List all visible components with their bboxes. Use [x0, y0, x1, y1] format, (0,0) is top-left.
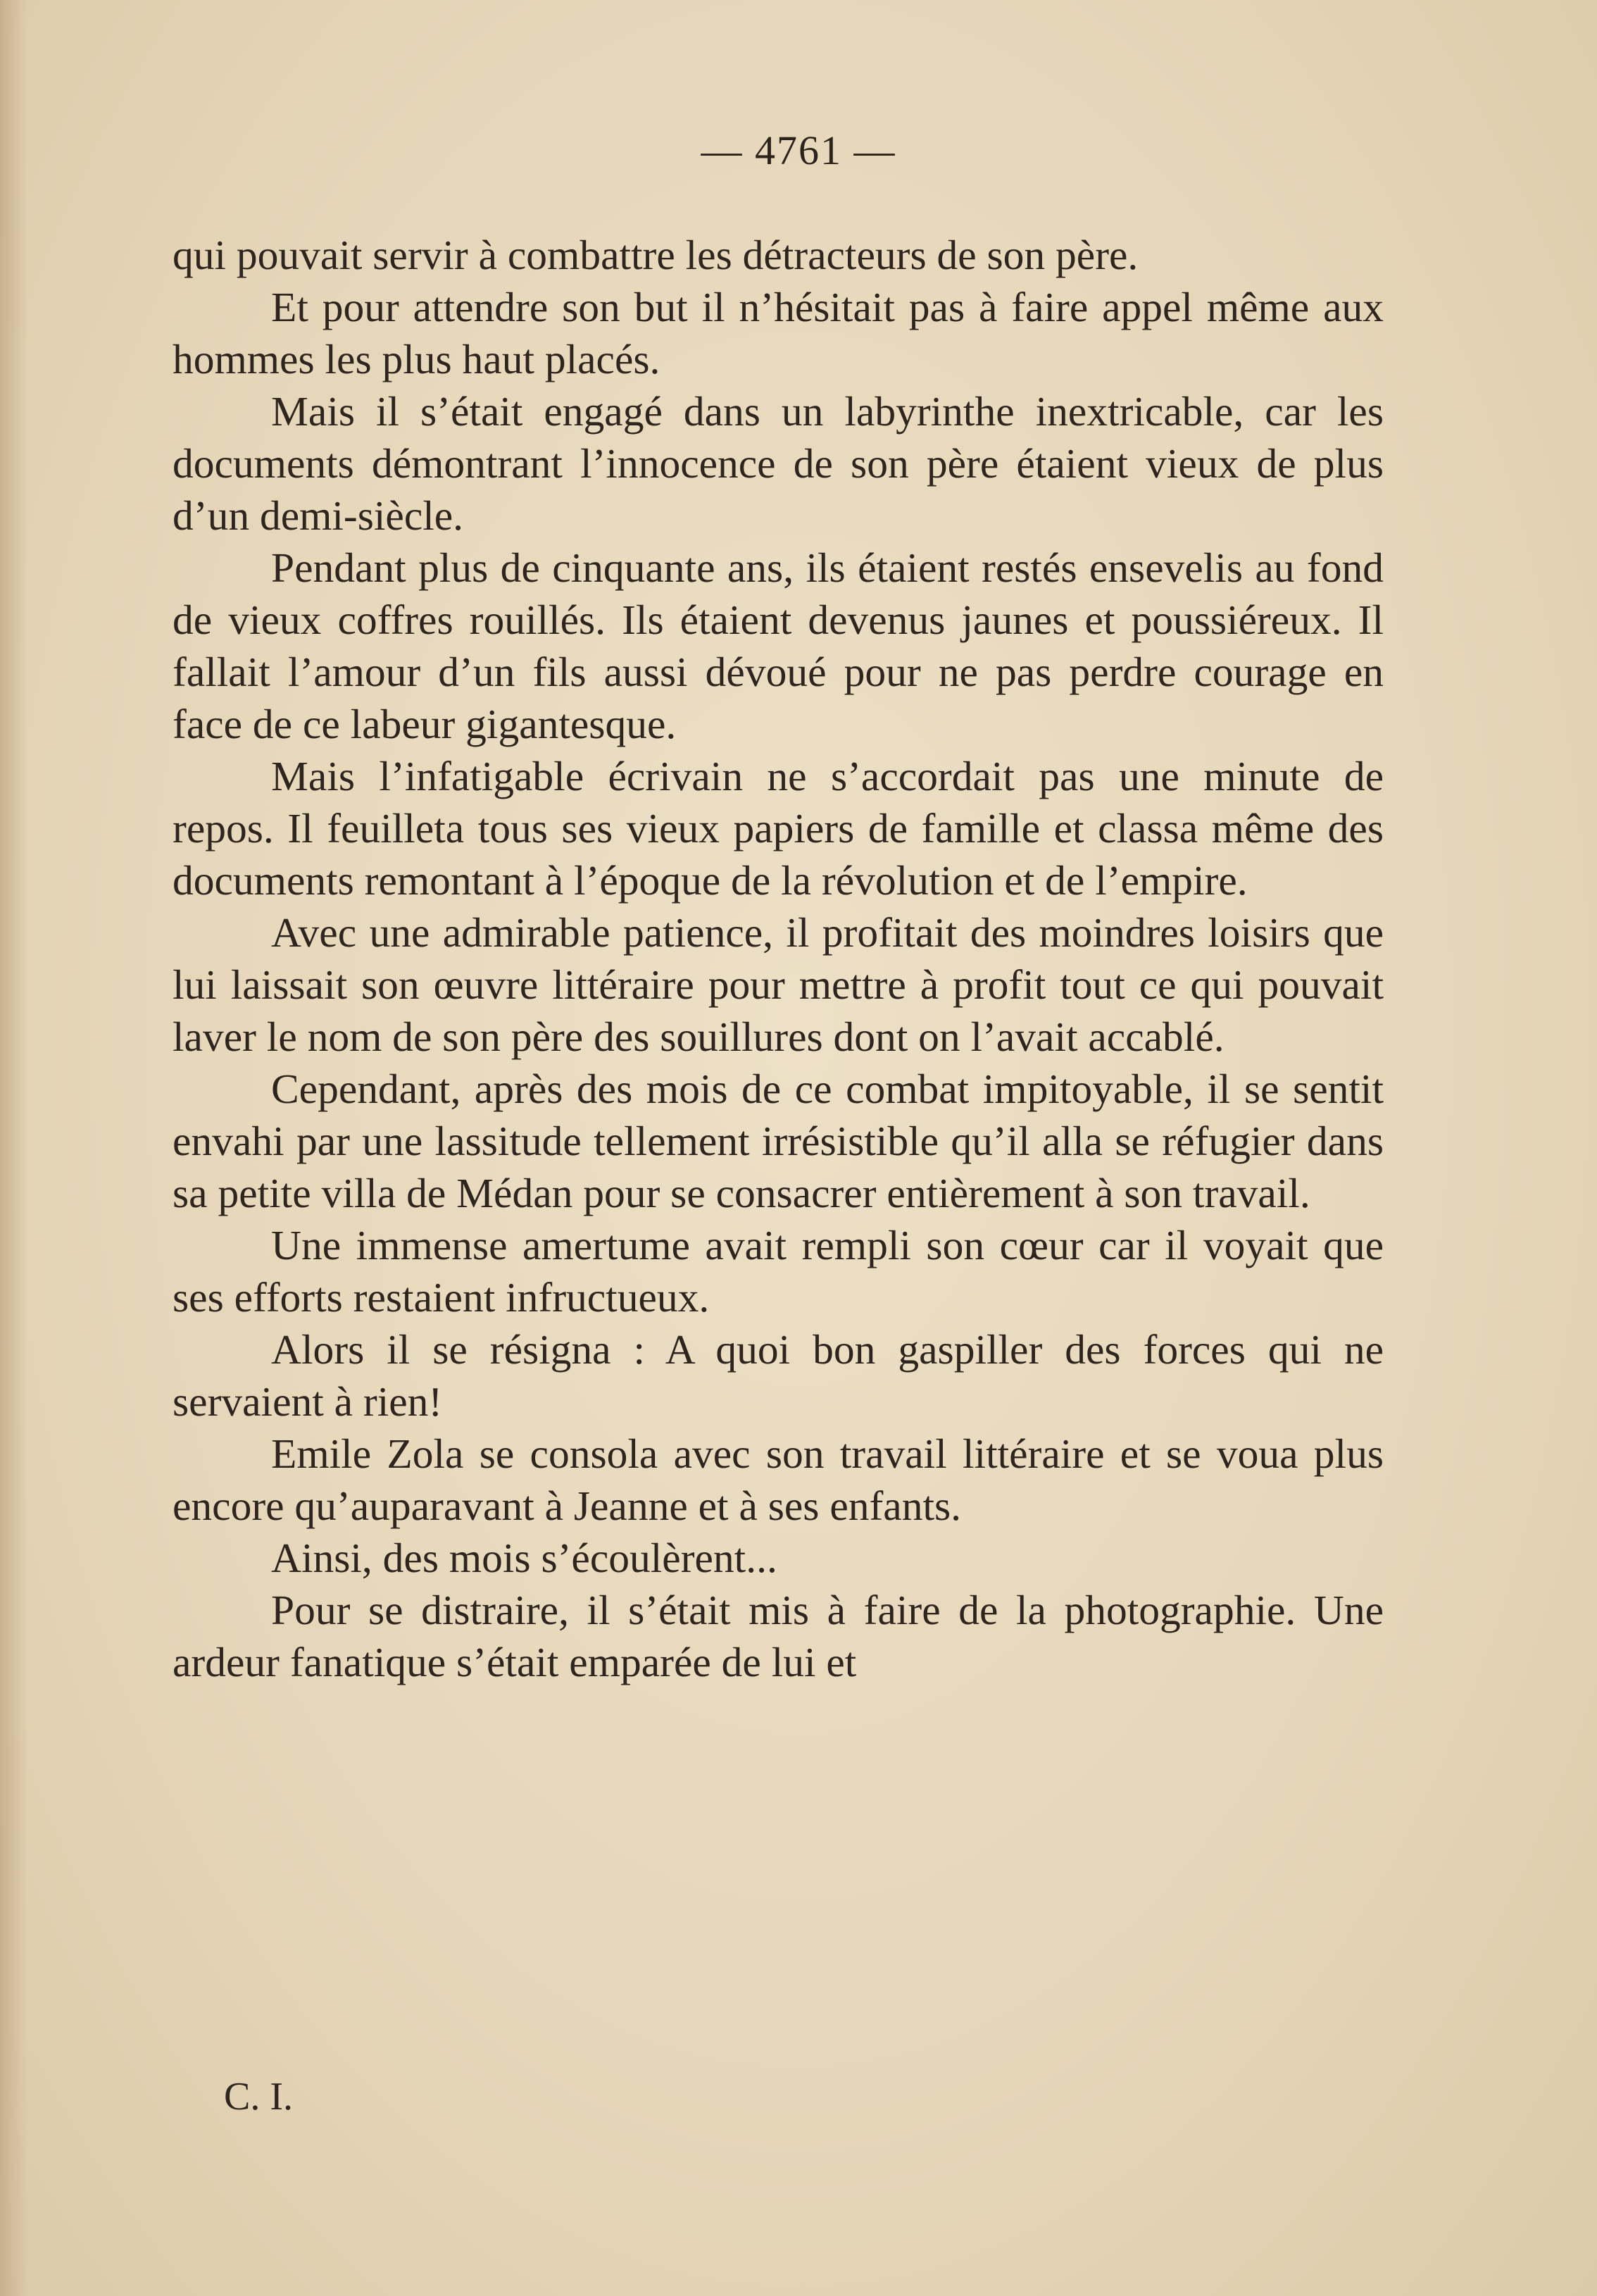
paragraph-7: Cependant, après des mois de ce combat impitoyable, il se sentit envahi par une lassitude tellement irrésistible qu’il alla se réfugier dans sa petite villa de Médan pour se consacrer entièrement à son travail. — [173, 1066, 1384, 1216]
paragraph-3: Mais il s’était engagé dans un labyrinthe inextricable, car les documents démontrant l’innocence de son père étaient vieux de plus d’un demi-siècle. — [173, 388, 1384, 539]
paragraph-6: Avec une admirable patience, il profitait des moindres loisirs que lui laissait son œuvre littéraire pour mettre à profit tout ce qui pouvait laver le nom de son père des souillures dont on l’avait accablé. — [173, 909, 1384, 1060]
paragraph-2: Et pour attendre son but il n’hésitait pas à faire appel même aux hommes les plus haut placés. — [173, 284, 1384, 382]
paragraph-10: Emile Zola se consola avec son travail littéraire et se voua plus encore qu’auparavant à Jeanne et à ses enfants. — [173, 1430, 1384, 1529]
paragraph-12: Pour se distraire, il s’était mis à faire de la photographie. Une ardeur fanatique s’était emparée de lui et — [173, 1587, 1384, 1685]
paragraph-1: qui pouvait servir à combattre les détracteurs de son père. — [173, 232, 1139, 278]
page-number: — 4761 — — [701, 127, 896, 173]
paragraph-5: Mais l’infatigable écrivain ne s’accordait pas une minute de repos. Il feuilleta tous ses vieux papiers de famille et classa même des documents remontant à l’époque de la révolution et de l’empire. — [173, 753, 1384, 904]
body-text — [173, 229, 1384, 1688]
paragraph-4: Pendant plus de cinquante ans, ils étaient restés ensevelis au fond de vieux coffres rouillés. Ils étaient devenus jaunes et poussiéreux. Il fallait l’amour d’un fils aussi dévoué pour ne pas perdre courage en face de ce labeur gigantesque. — [173, 544, 1384, 747]
page-edge-shadow — [0, 0, 28, 2296]
paragraph-8: Une immense amertume avait rempli son cœur car il voyait que ses efforts restaient infructueux. — [173, 1222, 1384, 1321]
paragraph-9: Alors il se résigna : A quoi bon gaspiller des forces qui ne servaient à rien! — [173, 1326, 1384, 1425]
paragraph-11: Ainsi, des mois s’écoulèrent... — [271, 1535, 777, 1581]
printer-signature-mark: C. I. — [224, 2075, 293, 2119]
